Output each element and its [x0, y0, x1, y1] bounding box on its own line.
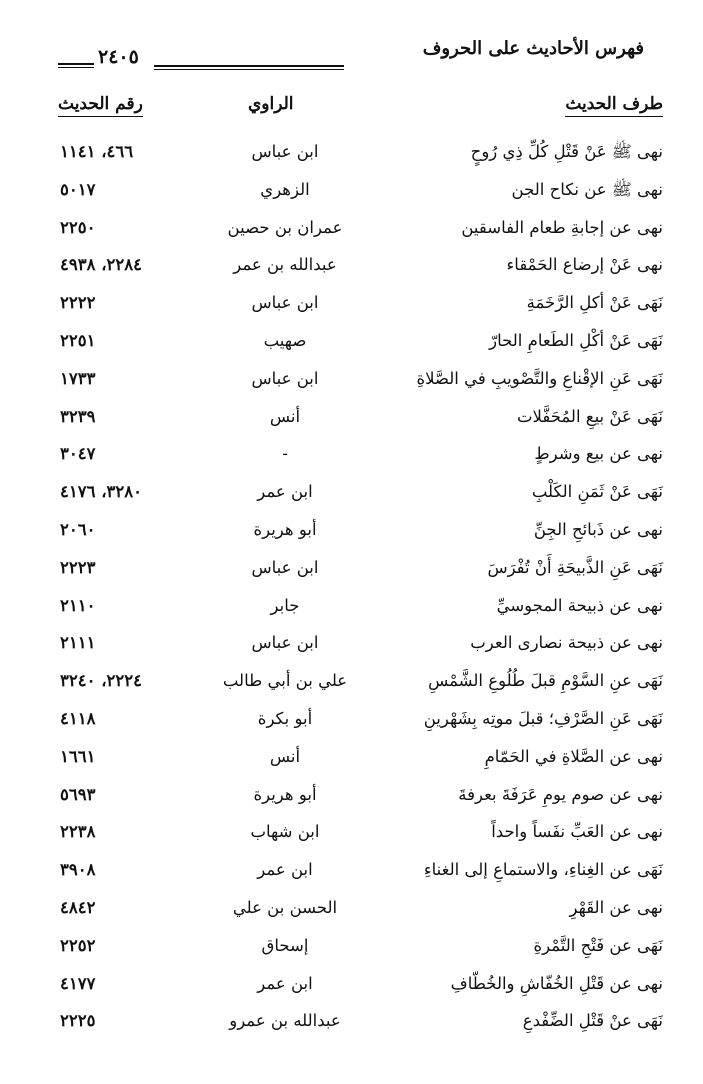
hadith-number: ١٦٦١: [60, 746, 96, 766]
hadith-text: نهى عن إجابةِ طعام الفاسقين: [461, 217, 663, 237]
hadith-text: نَهَى عَنْ أكلِ الرَّخَمَةِ: [526, 293, 663, 313]
hadith-text: نهى عن العَبِّ نفَساً واحداً: [491, 822, 663, 842]
hadith-text: نَهَى عَنِ الإقْناعِ والتَّصْويبِ في الصَّلاةِ: [416, 368, 663, 388]
hadith-text: نهى عن ذَبائحِ الجِنِّ: [533, 519, 663, 539]
hadith-number: ٢٢٢٥: [60, 1011, 96, 1031]
hadith-text: نَهَى عَنْ ثَمَنِ الكَلْبِ: [531, 482, 663, 502]
narrator-name: علي بن أبي طالب: [222, 671, 348, 691]
page-title: فهرس الأحاديث على الحروف: [422, 38, 644, 59]
narrator-name: الزهري: [260, 179, 310, 199]
table-row: [0, 669, 703, 707]
header-rule-left: [58, 63, 94, 65]
header-rule: [154, 65, 344, 67]
hadith-number: ٢٢٢٤، ٣٢٤٠: [60, 671, 142, 691]
hadith-text: نَهَى عن فَتْحِ التَّمْرةِ: [533, 935, 663, 955]
hadith-number: ٥٠١٧: [60, 179, 96, 199]
table-row: [0, 442, 703, 480]
table-row: [0, 405, 703, 443]
narrator-name: أبو بكرة: [257, 708, 313, 728]
table-row: [0, 631, 703, 669]
hadith-text: نهى عن الصَّلاةِ في الحَمّامِ: [484, 746, 663, 766]
hadith-text: نَهَى عَنْ بيعِ المُحَفَّلات: [517, 406, 663, 426]
narrator-name: إسحاق: [261, 935, 309, 955]
narrator-name: أنس: [269, 746, 301, 766]
narrator-name: الحسن بن علي: [232, 897, 338, 917]
hadith-number: ٣٢٨٠، ٤١٧٦: [60, 482, 142, 502]
hadith-text: نَهَى عن الغِناءِ، والاستماعِ إلى الغناءِ: [423, 860, 663, 880]
hadith-number: ٤١١٨: [60, 708, 96, 728]
hadith-number: ٢٢٢٢: [60, 293, 96, 313]
table-row: [0, 934, 703, 972]
hadith-text: نهى عن صوم يومِ عَرَفَةَ بعرفةَ: [458, 784, 663, 804]
table-row: [0, 707, 703, 745]
hadith-text: نهى عن ذبيحة المجوسيِّ: [496, 595, 663, 615]
hadith-number: ٢١١٠: [60, 595, 96, 615]
hadith-number: ٣٠٤٧: [60, 444, 96, 464]
hadith-number: ٢١١١: [60, 633, 96, 653]
hadith-text: نَهَى عَنِ الذَّبيحَةِ أَنْ تُفْرَسَ: [487, 557, 663, 577]
hadith-text: نهى ﷺ عَنْ قَتْلِ كُلِّ ذِي رُوحٍ: [470, 142, 663, 161]
narrator-name: ابن عمر: [257, 482, 313, 502]
narrator-name: ابن عباس: [251, 557, 319, 577]
hadith-text: نهى عن ذبيحة نصارى العرب: [470, 633, 663, 653]
column-header-number: رقم الحديث: [58, 94, 143, 117]
hadith-number: ٢٢٥٢: [60, 935, 96, 955]
table-row: [0, 745, 703, 783]
narrator-name: عبدالله بن عمر: [233, 255, 337, 275]
hadith-number: ٥٦٩٣: [60, 784, 96, 804]
table-row: [0, 253, 703, 291]
page-header: [58, 38, 656, 70]
hadith-text: نهى عن قَتْلِ الخُفّاشِ والخُطّافِ: [450, 973, 663, 993]
hadith-text: نهى عن القَهْرِ: [569, 897, 663, 917]
hadith-number: ٢٢٥٠: [60, 217, 96, 237]
table-row: [0, 1009, 703, 1047]
narrator-name: -: [282, 444, 288, 464]
column-header-hadith: طرف الحديث: [565, 94, 663, 117]
hadith-number: ١٧٣٣: [60, 368, 96, 388]
narrator-name: أنس: [269, 406, 301, 426]
header-rule-thin: [154, 69, 344, 70]
table-row: [0, 972, 703, 1010]
table-row: [0, 783, 703, 821]
hadith-number: ٣٢٣٩: [60, 406, 96, 426]
hadith-number: ٢٢٥١: [60, 330, 96, 350]
hadith-text: نَهَى عنِ السَّوْمِ قبلَ طُلُوعِ الشَّمْسِ: [428, 671, 663, 691]
hadith-number: ٢٠٦٠: [60, 519, 96, 539]
table-row: [0, 178, 703, 216]
hadith-text: نَهَى عنْ قَتْلِ الضِّفْدعِ: [522, 1011, 663, 1031]
narrator-name: أبو هريرة: [253, 519, 317, 539]
table-row: [0, 216, 703, 254]
table-row: [0, 594, 703, 632]
narrator-name: جابر: [270, 595, 300, 615]
table-row: [0, 556, 703, 594]
hadith-text: نهى عن بيع وشرطٍ: [534, 444, 663, 464]
hadith-number: ٣٩٠٨: [60, 860, 96, 880]
page-number: ٢٤٠٥: [98, 46, 139, 68]
hadith-number: ٢٢٨٤، ٤٩٣٨: [60, 255, 142, 275]
hadith-number: ٤٦٦، ١١٤١: [60, 142, 134, 161]
narrator-name: ابن عمر: [257, 860, 313, 880]
table-row: [0, 896, 703, 934]
table-row: [0, 140, 703, 178]
hadith-number: ٢٢٢٣: [60, 557, 96, 577]
narrator-name: صهيب: [263, 330, 307, 350]
table-row: [0, 518, 703, 556]
table-row: [0, 291, 703, 329]
hadith-number: ٢٢٣٨: [60, 822, 96, 842]
narrator-name: عمران بن حصين: [227, 217, 343, 237]
header-rule-left-thin: [58, 67, 94, 68]
narrator-name: ابن عمر: [257, 973, 313, 993]
narrator-name: ابن عباس: [251, 142, 319, 161]
table-row: [0, 480, 703, 518]
narrator-name: ابن عباس: [251, 368, 319, 388]
table-row: [0, 367, 703, 405]
hadith-text: نهى عَنْ إرضاع الحَمْقاء: [506, 255, 663, 275]
narrator-name: عبدالله بن عمرو: [229, 1011, 341, 1031]
hadith-index-table: [0, 140, 703, 1047]
narrator-name: ابن شهاب: [250, 822, 320, 842]
hadith-number: ٤١٧٧: [60, 973, 96, 993]
hadith-text: نَهَى عَنْ أكْلِ الطَعامِ الحارّ: [489, 330, 663, 350]
table-row: [0, 820, 703, 858]
narrator-name: أبو هريرة: [253, 784, 317, 804]
hadith-text: نهى ﷺ عن نكاح الجن: [511, 179, 663, 199]
narrator-name: ابن عباس: [251, 293, 319, 313]
table-row: [0, 858, 703, 896]
hadith-number: ٤٨٤٢: [60, 897, 96, 917]
column-header-narrator: الراوي: [248, 94, 294, 114]
table-row: [0, 329, 703, 367]
hadith-text: نَهَى عَنِ الصَّرْفِ؛ قبلَ موتِه بِشَهْرينِ: [423, 708, 663, 728]
narrator-name: ابن عباس: [251, 633, 319, 653]
